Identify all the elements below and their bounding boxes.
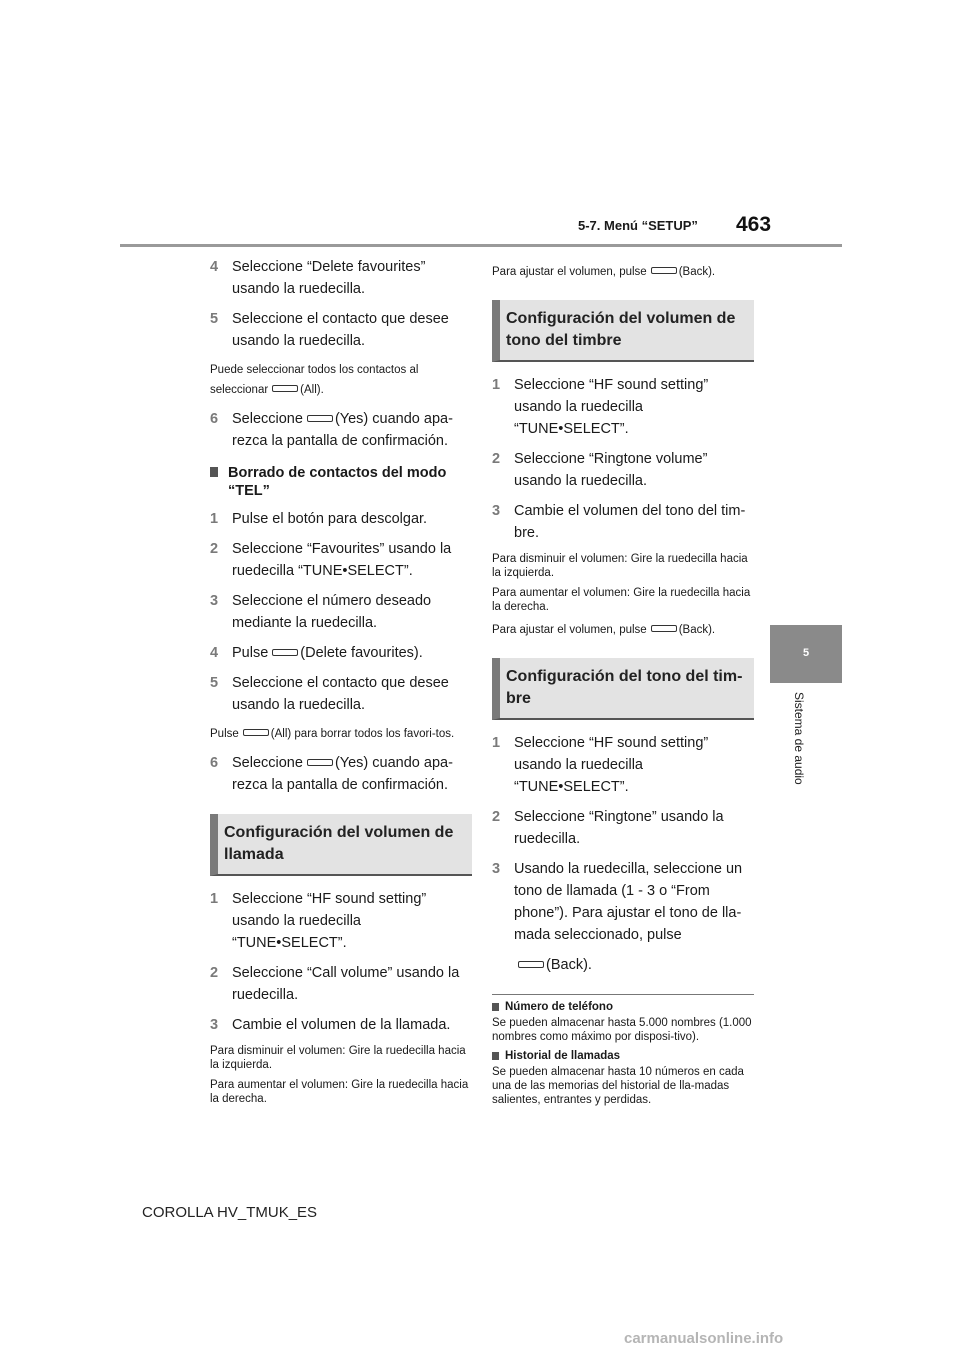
step: 2 Seleccione “Call volume” usando la ruedecilla. [210, 965, 460, 1003]
step: 2 Seleccione “Ringtone” usando la ruedecilla. [492, 809, 724, 847]
step: 4 Seleccione “Delete favourites” usando la ruedecilla. [210, 259, 426, 297]
step: 3 Cambie el volumen del tono del tim-bre. [492, 503, 746, 541]
button-icon [272, 385, 298, 392]
note: Para aumentar el volumen: Gire la ruedecilla hacia la derecha. [492, 587, 751, 613]
step: 1 Seleccione “HF sound setting” usando la ruedecilla “TUNE•SELECT”. [492, 735, 709, 795]
note: Para ajustar el volumen, pulse (Back). [492, 266, 716, 278]
info-text: Se pueden almacenar hasta 5.000 nombres (1.000 nombres como máximo por disposi-tivo). [492, 1017, 752, 1043]
section-heading: Configuración del tono del tim-bre [492, 658, 754, 720]
step: 6 Seleccione (Yes) cuando apa-rezca la pantalla de confirmación. [210, 755, 453, 793]
square-bullet-icon [492, 1003, 499, 1011]
chapter-title: Sistema de audio [792, 692, 806, 785]
subheading: Borrado de contactos del modo “TEL” [210, 464, 472, 500]
section-path: 5-7. Menú “SETUP” [578, 218, 698, 233]
left-column [210, 256, 472, 1112]
note: Pulse (All) para borrar todos los favori-tos. [210, 728, 455, 740]
button-icon [272, 649, 298, 656]
step: 1 Pulse el botón para descolgar. [210, 511, 428, 527]
step: 5 Seleccione el contacto que desee usando la ruedecilla. [210, 675, 449, 713]
note: Para disminuir el volumen: Gire la ruedecilla hacia la izquierda. [210, 1045, 466, 1071]
section-heading: Configuración del volumen de llamada [210, 814, 472, 876]
info-heading: Número de teléfono [492, 1001, 754, 1013]
info-text: Se pueden almacenar hasta 10 números en cada una de las memorias del historial de lla-madas salientes, entrantes y perdidas. [492, 1066, 744, 1106]
square-bullet-icon [210, 467, 218, 477]
page-number: 463 [736, 213, 772, 236]
step: 2 Seleccione “Favourites” usando la ruedecilla “TUNE•SELECT”. [210, 541, 452, 579]
button-icon [243, 729, 269, 736]
step: 3 Cambie el volumen de la llamada. [210, 1017, 451, 1033]
note: Para aumentar el volumen: Gire la ruedecilla hacia la derecha. [210, 1079, 469, 1105]
divider [492, 994, 754, 995]
step: 1 Seleccione “HF sound setting” usando la ruedecilla “TUNE•SELECT”. [492, 377, 709, 437]
section-heading: Configuración del volumen de tono del timbre [492, 300, 754, 362]
step: 3 Seleccione el número deseado mediante la ruedecilla. [210, 593, 432, 631]
button-icon [307, 415, 333, 422]
watermark: carmanualsonline.info [624, 1330, 784, 1347]
step: 2 Seleccione “Ringtone volume” usando la ruedecilla. [492, 451, 708, 489]
note: Para disminuir el volumen: Gire la ruedecilla hacia la izquierda. [492, 553, 748, 579]
step: 3 Usando la ruedecilla, seleccione un tono de llamada (1 - 3 o “From phone”). Para ajustar el tono de lla-mada seleccionado, pulse [492, 861, 743, 943]
right-column [492, 262, 754, 1113]
button-icon [307, 759, 333, 766]
footer-model-code: COROLLA HV_TMUK_ES [142, 1204, 318, 1221]
note: Para ajustar el volumen, pulse (Back). [492, 624, 716, 636]
info-heading: Historial de llamadas [492, 1050, 754, 1062]
button-icon [651, 625, 677, 632]
step: 5 Seleccione el contacto que desee usando la ruedecilla. [210, 311, 449, 349]
button-icon [651, 267, 677, 274]
chapter-tab: 5 [770, 625, 842, 683]
back-line: (Back). [514, 954, 754, 976]
step: 6 Seleccione (Yes) cuando apa-rezca la pantalla de confirmación. [210, 411, 453, 449]
header-rule [120, 244, 842, 247]
button-icon [518, 961, 544, 968]
step: 4 Pulse (Delete favourites). [210, 645, 423, 661]
note: Puede seleccionar todos los contactos al seleccionar (All). [210, 364, 419, 396]
square-bullet-icon [492, 1052, 499, 1060]
step: 1 Seleccione “HF sound setting” usando la ruedecilla “TUNE•SELECT”. [210, 891, 427, 951]
